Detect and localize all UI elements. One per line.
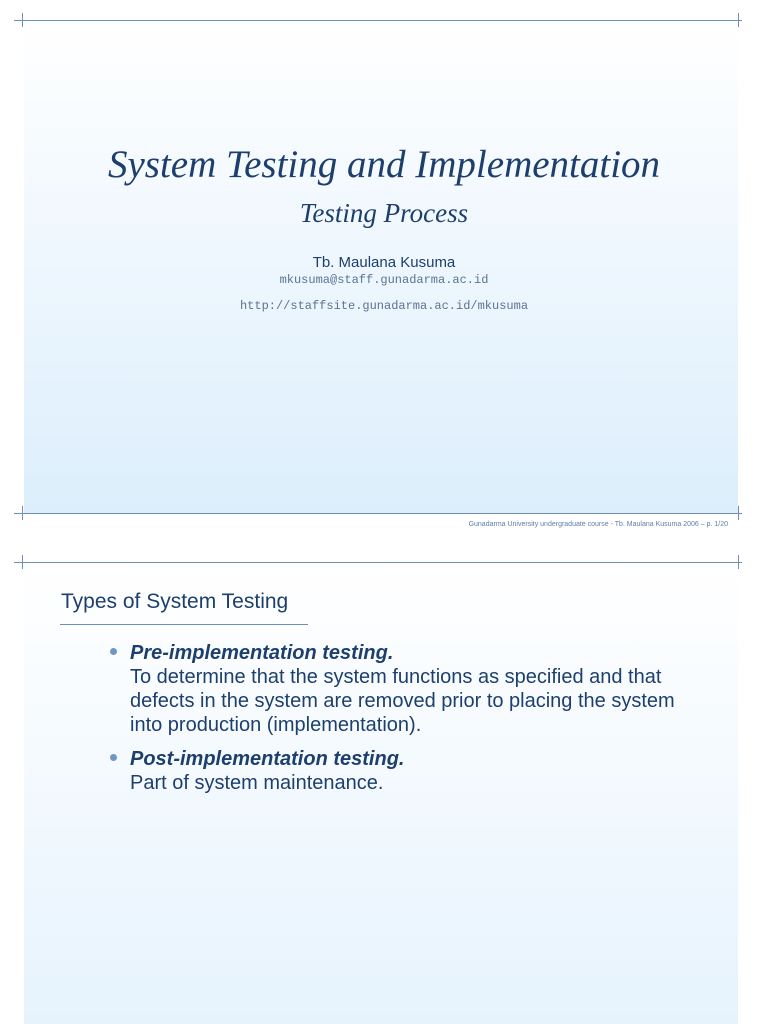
bullet-dot-icon <box>110 648 117 655</box>
author-name: Tb. Maulana Kusuma <box>312 254 456 271</box>
section-heading: Types of System Testing <box>61 590 289 613</box>
slide-title: System Testing and Implementation <box>107 143 661 186</box>
slide-1-top-rule <box>14 20 742 21</box>
corner-tick <box>738 555 739 569</box>
heading-underline <box>60 624 308 625</box>
corner-tick <box>22 13 23 27</box>
author-email: mkusuma@staff.gunadarma.ac.id <box>279 273 489 287</box>
corner-tick <box>738 506 739 520</box>
bullet-dot-icon <box>110 754 117 761</box>
corner-tick <box>22 506 23 520</box>
author-url: http://staffsite.gunadarma.ac.id/mkusuma <box>239 299 529 313</box>
slide-1-bottom-rule <box>14 513 742 514</box>
slide-2-top-rule <box>14 562 742 563</box>
corner-tick <box>738 13 739 27</box>
bullet-heading: Post-implementation testing. <box>130 748 405 770</box>
slide-footer: Gunadarma University undergraduate course - Tb. Maulana Kusuma 2006 – p. 1/20 <box>468 521 728 528</box>
bullet-text: To determine that the system functions as specified and that defects in the system are removed prior to placing the system into production (implementation). <box>130 666 675 736</box>
bullet-item <box>110 641 710 737</box>
bullet-item <box>110 747 710 795</box>
slide-subtitle: Testing Process <box>299 198 469 228</box>
bullet-heading: Pre-implementation testing. <box>130 642 394 664</box>
bullet-text: Part of system maintenance. <box>130 772 384 794</box>
corner-tick <box>22 555 23 569</box>
